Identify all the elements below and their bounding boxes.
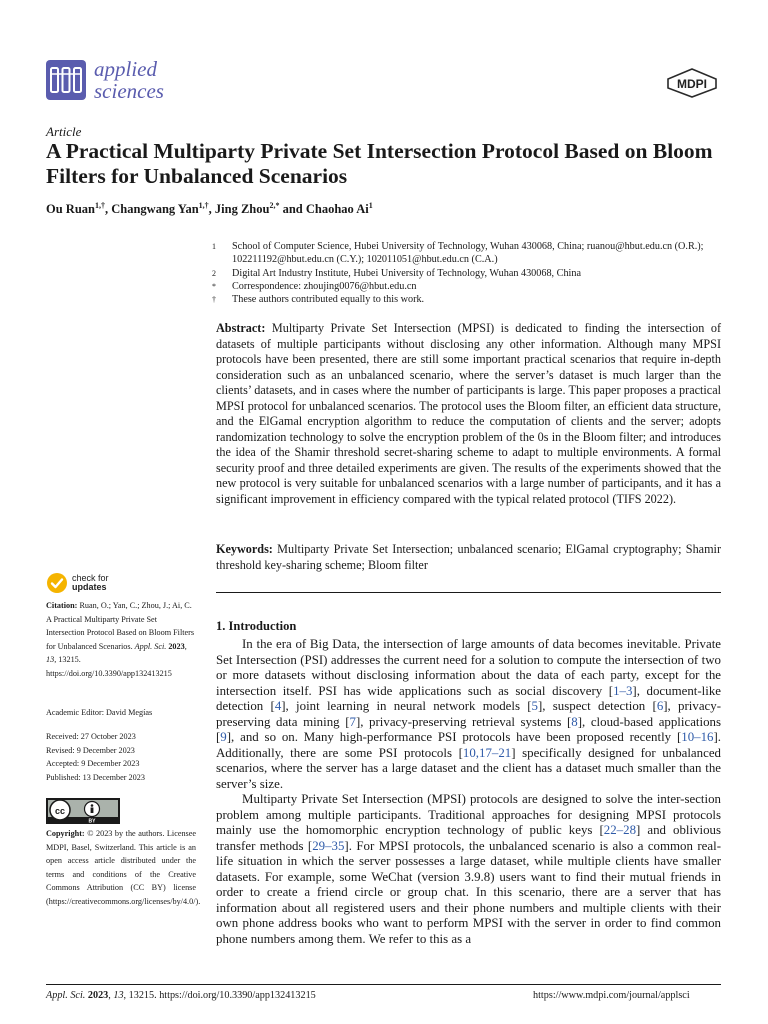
keywords-label: Keywords: <box>216 542 273 556</box>
citation-doi[interactable]: , 13215. https://doi.org/10.3390/app132413215 <box>46 655 172 678</box>
check-updates-line1: check for <box>72 573 109 583</box>
copyright-text: © 2023 by the authors. Licensee MDPI, Basel, Switzerland. This article is an open access article distributed under the terms and conditions of the Creative Commons Attribution (CC BY) license (https://creativecommons.org/licenses/by/4.0/). <box>46 829 201 906</box>
paragraph-text: ]. Additionally, there are some PSI protocols [ <box>216 730 721 760</box>
paragraph-text: ], joint learning in neural network models [ <box>281 699 532 713</box>
footer-divider <box>46 984 721 985</box>
citation-ref-link[interactable]: 9 <box>220 730 227 744</box>
cc-by-license-badge[interactable] <box>46 798 120 824</box>
article-title: A Practical Multiparty Private Set Intersection Protocol Based on Bloom Filters for Unbalanced Scenarios <box>46 139 713 188</box>
abstract-text: Multiparty Private Set Intersection (MPSI) is dedicated to finding the intersection of datasets of multiple participants without disclosing any other information. Although many MPSI protocols have been presented, there are still some important practical scenarios that require in-depth consideration such as an unbalanced scenario, where the server’s dataset is much larger than the clients’ datasets, and in cases where the number of participants is large. This paper proposes a practical MPSI protocol for unbalanced scenarios. The protocol uses the Bloom filter, an efficient data structure, and the ElGamal encryption algorithm to reduce the computation of clients and the server; adopts randomization technology to solve the encryption problem of the 0s in the Bloom filter; and introduces the idea of the Shamir threshold secret-sharing scheme to adapt to multiple environments. A formal security proof and three detailed experiments are given. The results of the experiments showed that the new protocol is very suitable for unbalanced scenarios with a large number of participants, and it has a significant improvement in efficiency compared with the typical related protocol (TIFS 2022). <box>216 321 722 506</box>
author[interactable]: Chaohao Ai$^1$ <box>305 201 373 217</box>
journal-name-line1: applied <box>94 57 157 81</box>
paragraph <box>216 792 721 947</box>
paragraph-text: ], document-like detection [ <box>216 683 721 713</box>
abstract <box>216 321 721 507</box>
keywords <box>216 542 721 573</box>
paragraph-text: In the era of Big Data, the intersection of large amounts of data becomes inevitable. Private Set Intersection (PSI) addresses the current need for a solution to compute the intersection of two or more datasets without disclosing information about the data of each party, except for the intersection itself. PSI has wide applications such as social discovery [ <box>216 637 721 698</box>
introduction-body <box>216 637 721 947</box>
revised-date: Revised: 9 December 2023 <box>46 745 135 755</box>
accepted-date: Accepted: 9 December 2023 <box>46 759 140 769</box>
footer-volume: 13 <box>113 990 124 1001</box>
footer-citation: Appl. Sci. 2023, 13, 13215. https://doi.org/10.3390/app132413215 <box>46 990 316 1001</box>
citation-ref-link[interactable]: 5 <box>531 699 538 713</box>
svg-text:BY: BY <box>88 818 96 824</box>
check-updates-line2: updates <box>72 582 107 592</box>
paragraph-text: Multiparty Private Set Intersection (MPSI) protocols are designed to solve the inter-section problem among multiple participants. Traditional approaches for designing MPSI protocols mainly use the homomorphic encryption technology of public keys [ <box>216 792 721 837</box>
applied-sciences-logo-icon <box>46 60 86 100</box>
svg-text:cc: cc <box>54 806 66 816</box>
citation-ref-link[interactable]: 7 <box>349 714 356 729</box>
received-date: Received: 27 October 2023 <box>46 732 136 741</box>
citation-volume: 13 <box>46 655 55 665</box>
equal-contribution-note: † These authors contributed equally to this work. <box>212 294 425 306</box>
academic-editor: Academic Editor: David Megías <box>46 708 153 717</box>
paragraph-text: ] and oblivious transfer methods [ <box>216 823 722 853</box>
journal-logo <box>46 58 164 102</box>
citation-ref-link[interactable]: 10,17–21 <box>462 745 512 760</box>
paragraph-text: ] specifically designed for unbalanced scenarios, where the server has a large dataset and the client has a dataset much smaller than the server’s size. <box>216 745 721 791</box>
paragraph-text: ], cloud-based applications [ <box>216 714 721 744</box>
published-date: Published: 13 December 2023 <box>46 772 145 782</box>
affiliations <box>212 240 732 306</box>
keywords-text: Multiparty Private Set Intersection; unbalanced scenario; ElGamal cryptography; Shamir threshold key-sharing scheme; Bloom filter <box>216 542 721 572</box>
citation-year: 2023 <box>168 641 185 651</box>
citation-ref-link[interactable]: 8 <box>571 714 578 729</box>
citation-label: Citation: <box>46 601 78 610</box>
author[interactable]: Changwang Yan$^{1,\dagger}$ <box>111 201 209 217</box>
section-divider <box>216 592 721 593</box>
citation-block: Citation: Ruan, O.; Yan, C.; Zhou, J.; Ai, C. A Practical Multiparty Private Set Intersection Protocol Based on Bloom Filters for Unbalanced Scenarios. Appl. Sci. 2023, 13, 13215. https://doi.org/10.3390/app132413215 <box>46 601 195 678</box>
paragraph-text: ], suspect detection [ <box>538 699 657 713</box>
citation-text: Ruan, O.; Yan, C.; Zhou, J.; Ai, C. A Practical Multiparty Private Set Intersection Protocol Based on Bloom Filters for Unbalanced Scenarios. <box>46 601 195 651</box>
affiliation-item: 1 School of Computer Science, Hubei University of Technology, Wuhan 430068, China; ruanou@hbut.edu.cn (O.R.); 102211192@hbut.edu.cn (C.Y.); 102011051@hbut.edu.cn (C.A.) <box>212 241 704 266</box>
correspondence-item: * Correspondence: zhoujing0076@hbut.edu.cn <box>212 280 417 292</box>
affiliation-item: 2 Digital Art Industry Institute, Hubei University of Technology, Wuhan 430068, China <box>212 267 581 279</box>
citation-ref-link[interactable]: 4 <box>274 699 282 713</box>
section-heading: 1. Introduction <box>216 619 297 633</box>
citation-ref-link[interactable]: 22–28 <box>603 823 637 837</box>
citation-ref-link[interactable]: 10–16 <box>681 730 714 744</box>
paragraph-text: ], privacy-preserving data mining [ <box>216 699 721 729</box>
check-for-updates-button[interactable] <box>46 572 109 594</box>
footer-journal: Appl. Sci. <box>46 990 86 1001</box>
author-list: Ou Ruan$^{1,\dagger}$, Changwang Yan$^{1,\dagger}$, Jing Zhou$^{2,*}$ and Chaohao Ai$^1$ <box>46 201 373 217</box>
mdpi-logo-text: MDPI <box>677 77 707 91</box>
footer-doi-link[interactable]: , 13215. https://doi.org/10.3390/app132413215 <box>123 990 316 1001</box>
paragraph-text: ], privacy-preserving retrieval systems [ <box>355 714 572 729</box>
copyright-notice <box>46 827 201 909</box>
paragraph-text: ]. For MPSI protocols, the unbalanced scenario is also a common real-life situation in which the server possesses a large dataset, while multiple clients have smaller datasets. For example, some WeChat (version 3.9.8) users want to find their mutual friends in order to create a friend circle or group chat. In this scenario, there are a server that has information about all registered users and their phone numbers and multiple clients with their own phone address books who want to perform MPSI with the server in order to find common phone numbers among them. We refer to this as a <box>216 838 721 946</box>
copyright-label: Copyright: <box>46 829 85 838</box>
paragraph-text: ], and so on. Many high-performance PSI protocols have been proposed recently [ <box>226 730 682 744</box>
abstract-label: Abstract: <box>216 321 266 335</box>
citation-ref-link[interactable]: 29–35 <box>312 838 345 853</box>
article-type-label: Article <box>46 124 82 139</box>
footer-year: 2023 <box>87 990 109 1001</box>
publication-dates <box>46 730 196 784</box>
paragraph <box>216 637 721 792</box>
author[interactable]: Ou Ruan$^{1,\dagger}$ <box>46 201 105 217</box>
citation-journal: Appl. Sci. <box>134 641 167 651</box>
citation-ref-link[interactable]: 1–3 <box>613 683 633 698</box>
journal-name-line2: sciences <box>94 79 164 103</box>
footer-journal-url[interactable]: https://www.mdpi.com/journal/applsci <box>533 990 690 1001</box>
author[interactable]: Jing Zhou$^{2,*}$ <box>214 201 280 217</box>
journal-name <box>94 58 164 102</box>
citation-ref-link[interactable]: 6 <box>656 699 664 713</box>
mdpi-logo <box>666 68 718 98</box>
check-updates-icon <box>46 572 68 594</box>
